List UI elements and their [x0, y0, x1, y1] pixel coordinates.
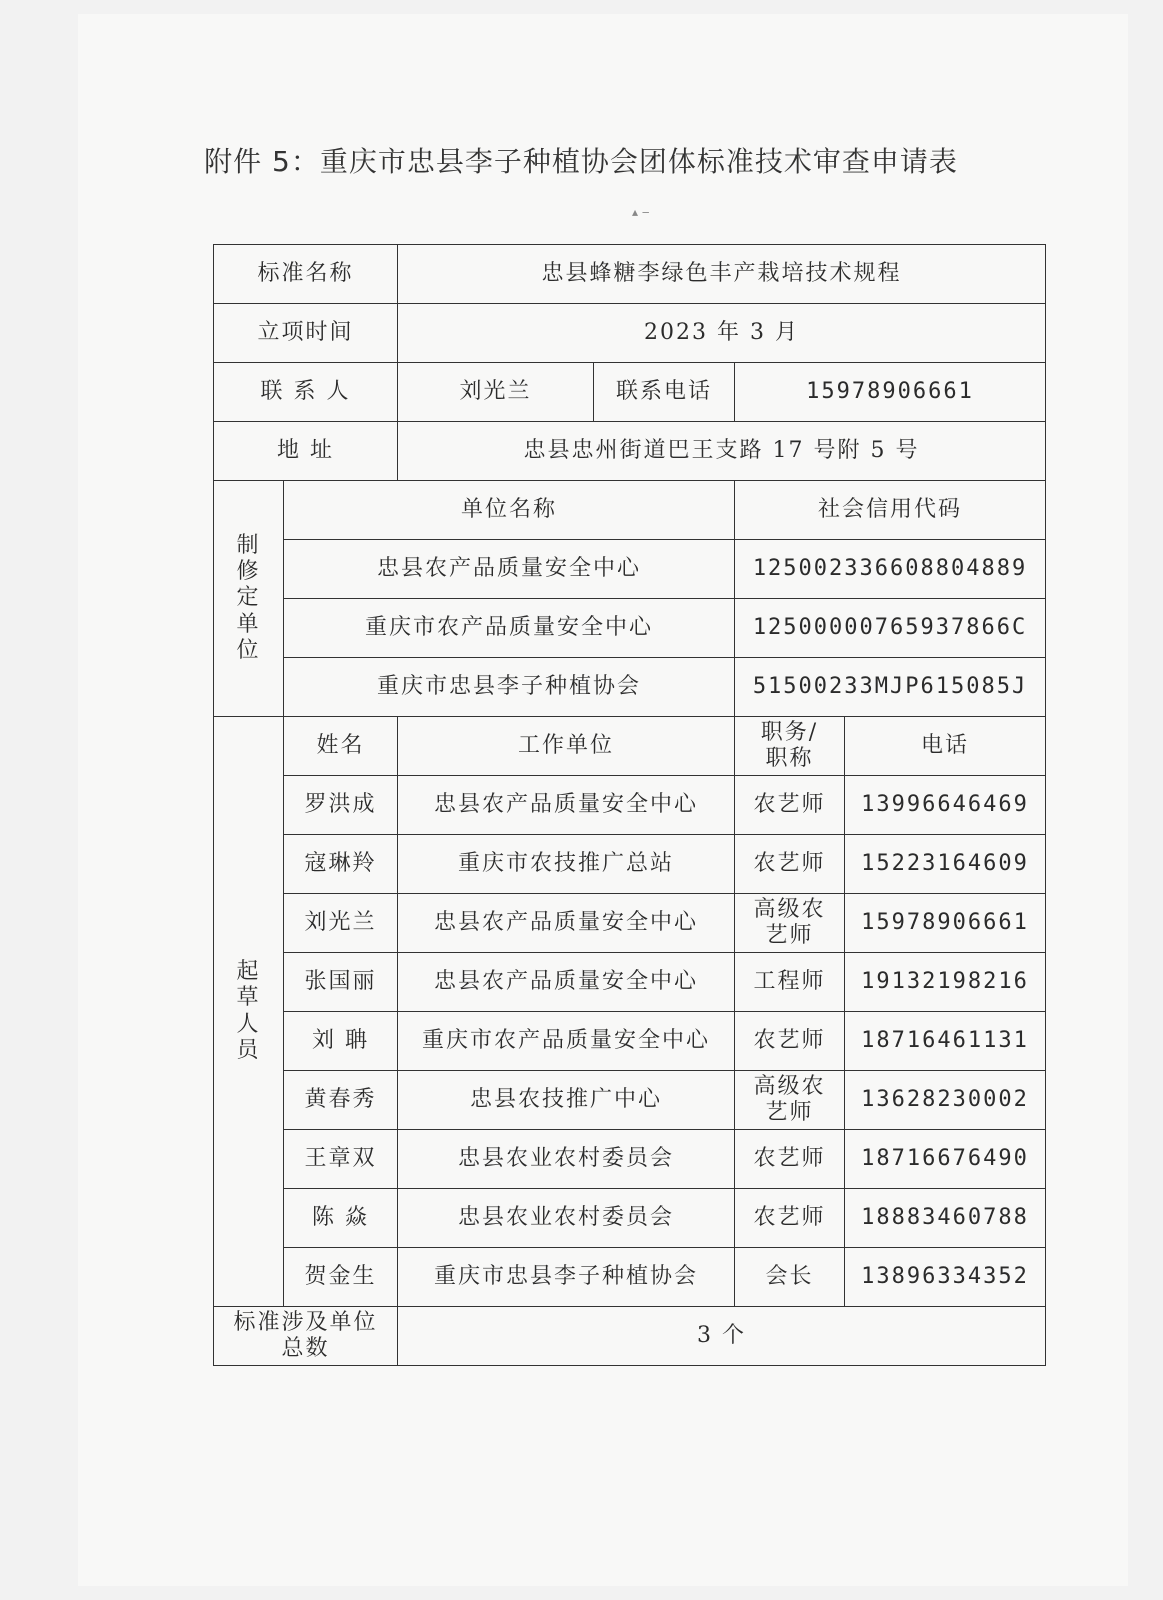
contact-label: 联 系 人 [214, 363, 398, 422]
drafter-workplace: 忠县农技推广中心 [398, 1071, 735, 1130]
drafter-phone: 13896334352 [845, 1248, 1046, 1307]
drafter-phone: 13628230002 [845, 1071, 1046, 1130]
drafter-title: 会长 [735, 1248, 845, 1307]
unit-credit-code: 125002336608804889 [735, 540, 1046, 599]
drafter-workplace: 重庆市农产品质量安全中心 [398, 1012, 735, 1071]
unit-name: 忠县农产品质量安全中心 [284, 540, 735, 599]
drafter-workplace: 忠县农业农村委员会 [398, 1130, 735, 1189]
drafter-row [214, 835, 1046, 894]
row-standard-name [214, 245, 1046, 304]
drafter-row [214, 1189, 1046, 1248]
drafter-name: 寇琳羚 [284, 835, 398, 894]
drafter-title: 高级农艺师 [735, 1071, 845, 1130]
drafter-phone: 18883460788 [845, 1189, 1046, 1248]
drafter-name: 刘光兰 [284, 894, 398, 953]
drafter-row [214, 953, 1046, 1012]
contact-phone-value: 15978906661 [735, 363, 1046, 422]
unit-row [214, 599, 1046, 658]
unit-row [214, 540, 1046, 599]
row-address [214, 422, 1046, 481]
standard-name-value: 忠县蜂糖李绿色丰产栽培技术规程 [398, 245, 1046, 304]
unit-row [214, 658, 1046, 717]
drafter-name: 罗洪成 [284, 776, 398, 835]
page-title: 附件 5：重庆市忠县李子种植协会团体标准技术审查申请表 [204, 145, 958, 178]
unit-credit-code: 12500000765937866C [735, 599, 1046, 658]
drafter-name: 王章双 [284, 1130, 398, 1189]
drafter-workplace-header: 工作单位 [398, 717, 735, 776]
drafter-name: 陈 焱 [284, 1189, 398, 1248]
application-form-table [213, 244, 1046, 1366]
drafter-row [214, 894, 1046, 953]
unit-name-header: 单位名称 [284, 481, 735, 540]
drafter-phone: 18716461131 [845, 1012, 1046, 1071]
drafter-phone-header: 电话 [845, 717, 1046, 776]
drafter-phone: 19132198216 [845, 953, 1046, 1012]
unit-name: 重庆市农产品质量安全中心 [284, 599, 735, 658]
drafter-title: 高级农艺师 [735, 894, 845, 953]
drafter-title: 工程师 [735, 953, 845, 1012]
drafter-row [214, 1248, 1046, 1307]
scan-mark [632, 205, 670, 211]
drafter-name: 刘 聃 [284, 1012, 398, 1071]
drafter-phone: 15223164609 [845, 835, 1046, 894]
unit-name: 重庆市忠县李子种植协会 [284, 658, 735, 717]
standard-name-label: 标准名称 [214, 245, 398, 304]
drafter-title: 农艺师 [735, 776, 845, 835]
drafter-row [214, 1012, 1046, 1071]
project-time-label: 立项时间 [214, 304, 398, 363]
unit-credit-code: 51500233MJP615085J [735, 658, 1046, 717]
drafter-name: 贺金生 [284, 1248, 398, 1307]
row-project-time [214, 304, 1046, 363]
row-drafters-header [214, 717, 1046, 776]
drafter-title: 农艺师 [735, 1130, 845, 1189]
drafter-workplace: 重庆市农技推广总站 [398, 835, 735, 894]
drafter-name-header: 姓名 [284, 717, 398, 776]
drafter-workplace: 忠县农产品质量安全中心 [398, 776, 735, 835]
drafter-row [214, 1130, 1046, 1189]
drafter-workplace: 忠县农产品质量安全中心 [398, 894, 735, 953]
drafter-phone: 18716676490 [845, 1130, 1046, 1189]
row-total-units [214, 1307, 1046, 1366]
credit-code-header: 社会信用代码 [735, 481, 1046, 540]
drafter-title: 农艺师 [735, 835, 845, 894]
drafter-title: 农艺师 [735, 1012, 845, 1071]
contact-phone-label: 联系电话 [594, 363, 735, 422]
drafter-name: 张国丽 [284, 953, 398, 1012]
contact-value: 刘光兰 [398, 363, 594, 422]
drafter-workplace: 忠县农产品质量安全中心 [398, 953, 735, 1012]
drafters-section-label: 起草人员 [214, 717, 284, 1307]
address-label: 地 址 [214, 422, 398, 481]
drafter-row [214, 776, 1046, 835]
units-section-label: 制修定单位 [214, 481, 284, 717]
drafter-workplace: 重庆市忠县李子种植协会 [398, 1248, 735, 1307]
project-time-value: 2023 年 3 月 [398, 304, 1046, 363]
drafter-phone: 15978906661 [845, 894, 1046, 953]
address-value: 忠县忠州街道巴王支路 17 号附 5 号 [398, 422, 1046, 481]
total-units-value: 3 个 [398, 1307, 1046, 1366]
drafter-row [214, 1071, 1046, 1130]
total-units-label: 标准涉及单位总数 [214, 1307, 398, 1366]
drafter-title: 农艺师 [735, 1189, 845, 1248]
row-contact [214, 363, 1046, 422]
drafter-name: 黄春秀 [284, 1071, 398, 1130]
drafter-title-header: 职务/职称 [735, 717, 845, 776]
drafter-workplace: 忠县农业农村委员会 [398, 1189, 735, 1248]
row-units-header [214, 481, 1046, 540]
drafter-phone: 13996646469 [845, 776, 1046, 835]
